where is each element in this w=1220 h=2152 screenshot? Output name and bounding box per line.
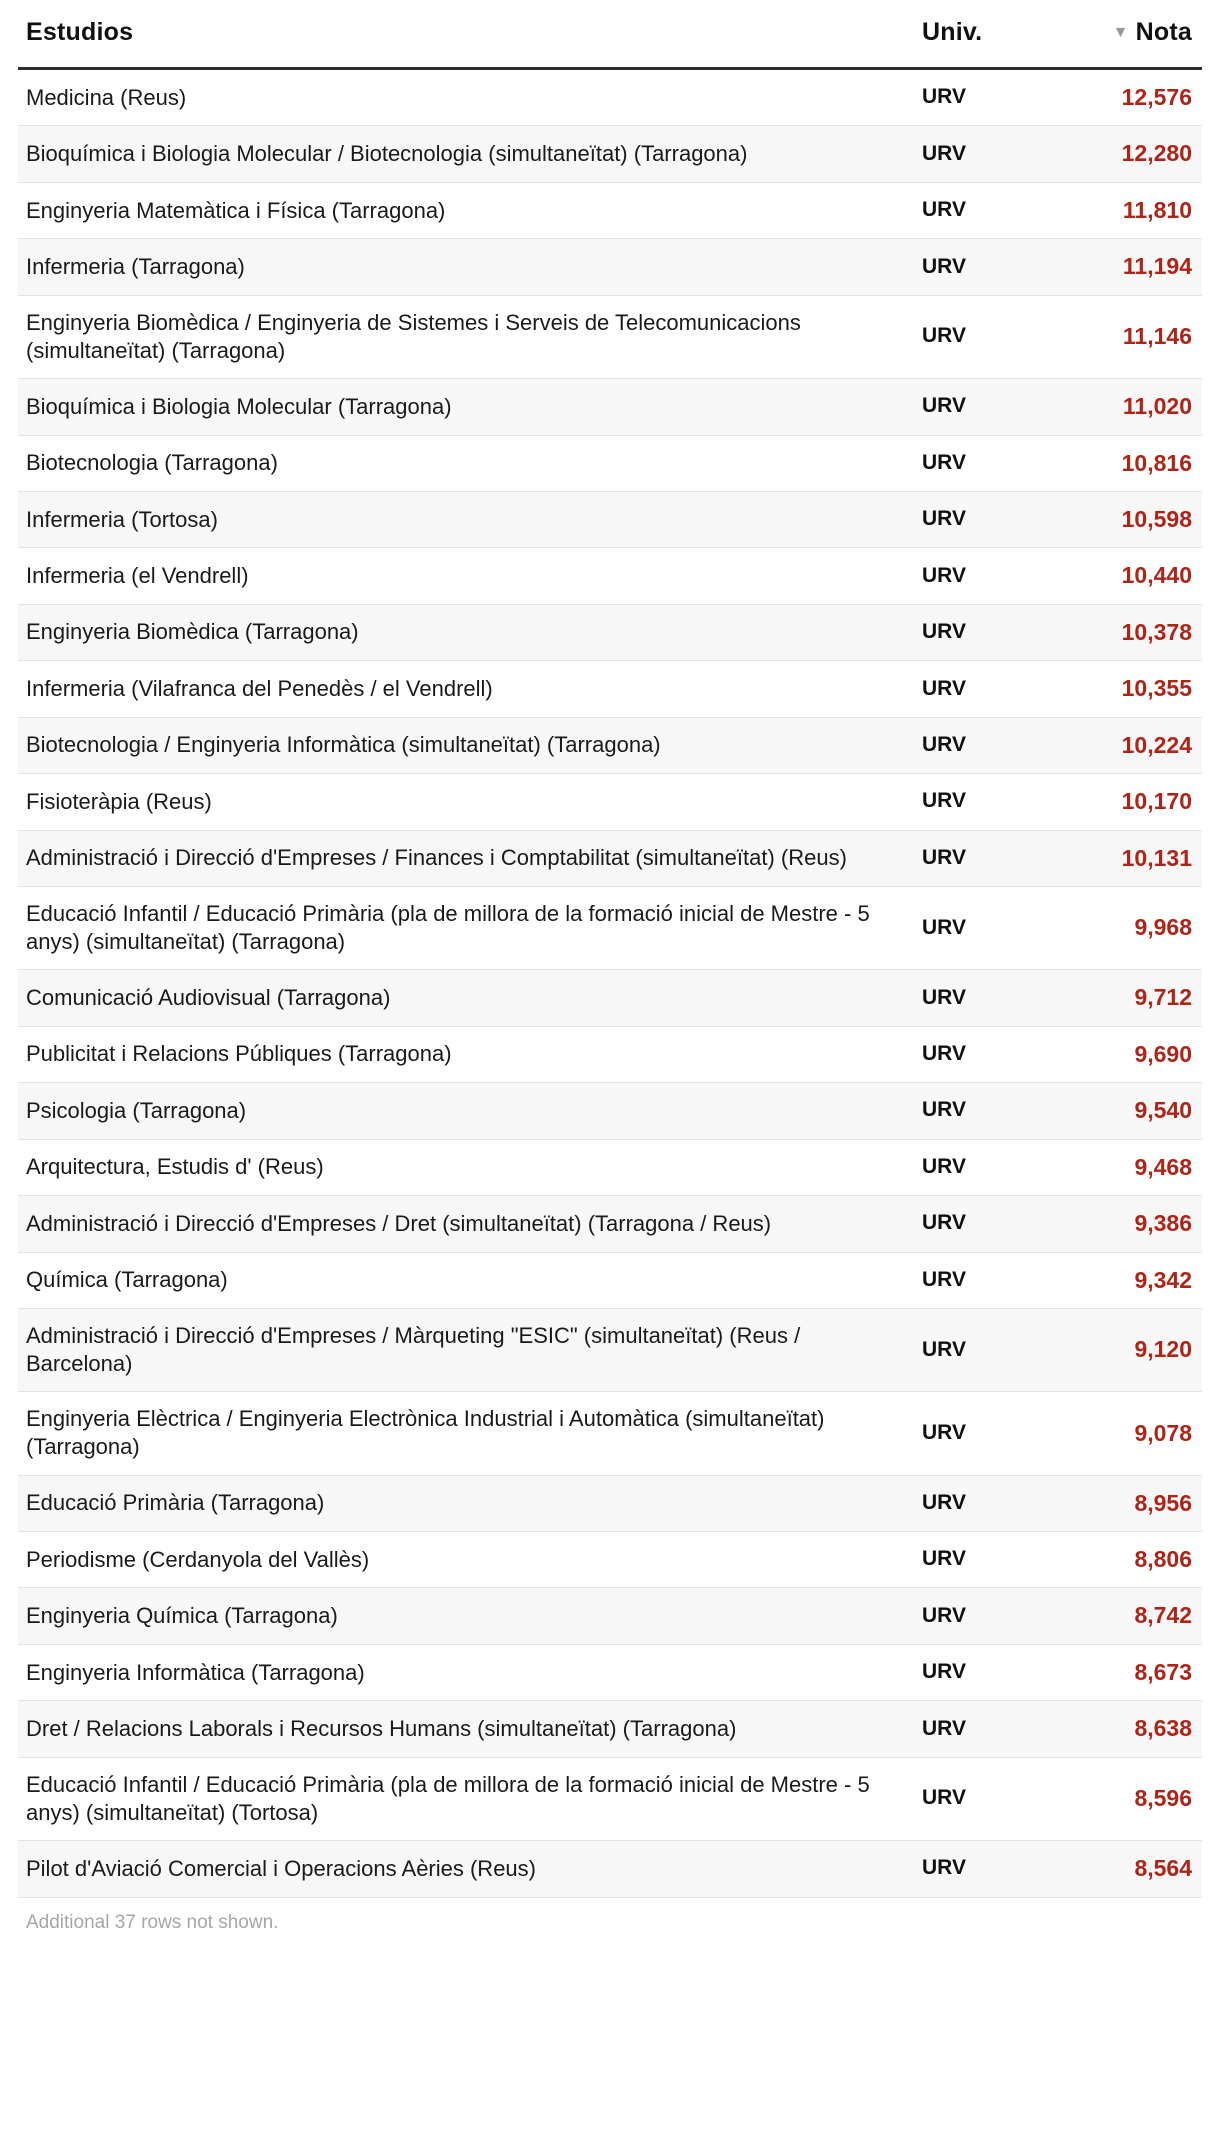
cell-estudios: Administració i Direcció d'Empreses / Finances i Comptabilitat (simultaneïtat) (Reus) (18, 830, 918, 886)
cell-nota: 9,342 (1068, 1252, 1202, 1308)
table-row[interactable] (18, 69, 1202, 126)
cell-univ: URV (918, 1139, 1068, 1195)
table-row[interactable] (18, 295, 1202, 378)
table-row[interactable] (18, 1083, 1202, 1139)
cell-nota: 10,355 (1068, 661, 1202, 717)
column-header-estudios[interactable]: Estudios (18, 0, 918, 69)
table-footer-note: Additional 37 rows not shown. (26, 1911, 279, 1933)
cell-nota: 10,224 (1068, 717, 1202, 773)
cell-estudios: Pilot d'Aviació Comercial i Operacions Aèries (Reus) (18, 1841, 918, 1897)
cell-estudios: Bioquímica i Biologia Molecular / Biotecnologia (simultaneïtat) (Tarragona) (18, 126, 918, 182)
cell-univ: URV (918, 1757, 1068, 1840)
cell-univ: URV (918, 1841, 1068, 1897)
cell-univ: URV (918, 1308, 1068, 1391)
cell-estudios: Biotecnologia / Enginyeria Informàtica (simultaneïtat) (Tarragona) (18, 717, 918, 773)
table-row[interactable] (18, 126, 1202, 182)
cell-estudios: Biotecnologia (Tarragona) (18, 435, 918, 491)
cell-estudios: Administració i Direcció d'Empreses / Dret (simultaneïtat) (Tarragona / Reus) (18, 1196, 918, 1252)
table-header (18, 0, 1202, 69)
cell-nota: 10,170 (1068, 774, 1202, 830)
cell-nota: 11,810 (1068, 182, 1202, 238)
cell-nota: 9,386 (1068, 1196, 1202, 1252)
cell-univ: URV (918, 1475, 1068, 1531)
cell-univ: URV (918, 1644, 1068, 1700)
cell-nota: 10,378 (1068, 604, 1202, 660)
cell-univ: URV (918, 1083, 1068, 1139)
cell-univ: URV (918, 182, 1068, 238)
column-header-nota-label: Nota (1135, 18, 1192, 46)
cell-univ: URV (918, 295, 1068, 378)
cell-estudios: Dret / Relacions Laborals i Recursos Humans (simultaneïtat) (Tarragona) (18, 1701, 918, 1757)
cell-univ: URV (918, 1196, 1068, 1252)
cell-univ: URV (918, 1588, 1068, 1644)
cell-nota: 11,194 (1068, 239, 1202, 295)
table-row[interactable] (18, 379, 1202, 435)
cell-univ: URV (918, 239, 1068, 295)
cell-nota: 9,078 (1068, 1392, 1202, 1475)
cell-univ: URV (918, 604, 1068, 660)
cell-estudios: Infermeria (el Vendrell) (18, 548, 918, 604)
cell-estudios: Educació Infantil / Educació Primària (pla de millora de la formació inicial de Mestre - 5 anys) (simultaneïtat) (Tarragona) (18, 887, 918, 970)
table-row[interactable] (18, 1644, 1202, 1700)
cell-nota: 11,020 (1068, 379, 1202, 435)
column-header-nota[interactable] (1068, 0, 1202, 69)
cell-nota: 12,280 (1068, 126, 1202, 182)
table-row[interactable] (18, 1308, 1202, 1391)
header-row (18, 0, 1202, 69)
cell-estudios: Infermeria (Tarragona) (18, 239, 918, 295)
table-row[interactable] (18, 887, 1202, 970)
cell-nota: 11,146 (1068, 295, 1202, 378)
column-header-univ[interactable]: Univ. (918, 0, 1068, 69)
table-row[interactable] (18, 1252, 1202, 1308)
table-row[interactable] (18, 1588, 1202, 1644)
cell-univ: URV (918, 970, 1068, 1026)
table-row[interactable] (18, 661, 1202, 717)
cell-nota: 8,673 (1068, 1644, 1202, 1700)
cell-estudios: Infermeria (Tortosa) (18, 491, 918, 547)
cell-univ: URV (918, 126, 1068, 182)
table-body (18, 69, 1202, 1898)
cell-nota: 10,131 (1068, 830, 1202, 886)
cell-univ: URV (918, 491, 1068, 547)
table-row[interactable] (18, 1841, 1202, 1897)
cell-estudios: Enginyeria Química (Tarragona) (18, 1588, 918, 1644)
cell-nota: 12,576 (1068, 69, 1202, 126)
cell-nota: 9,690 (1068, 1026, 1202, 1082)
cell-estudios: Medicina (Reus) (18, 69, 918, 126)
cell-estudios: Enginyeria Biomèdica (Tarragona) (18, 604, 918, 660)
table-row[interactable] (18, 239, 1202, 295)
cell-nota: 8,956 (1068, 1475, 1202, 1531)
table-row[interactable] (18, 1757, 1202, 1840)
cell-univ: URV (918, 1532, 1068, 1588)
cell-nota: 8,638 (1068, 1701, 1202, 1757)
cell-univ: URV (918, 887, 1068, 970)
cell-univ: URV (918, 1392, 1068, 1475)
table-row[interactable] (18, 774, 1202, 830)
table-row[interactable] (18, 970, 1202, 1026)
cell-nota: 9,968 (1068, 887, 1202, 970)
table-row[interactable] (18, 717, 1202, 773)
table-row[interactable] (18, 1392, 1202, 1475)
cell-estudios: Publicitat i Relacions Públiques (Tarragona) (18, 1026, 918, 1082)
table-row[interactable] (18, 830, 1202, 886)
cell-estudios: Infermeria (Vilafranca del Penedès / el Vendrell) (18, 661, 918, 717)
cell-nota: 8,806 (1068, 1532, 1202, 1588)
cell-univ: URV (918, 830, 1068, 886)
cell-nota: 8,596 (1068, 1757, 1202, 1840)
table-row[interactable] (18, 1026, 1202, 1082)
cell-estudios: Enginyeria Elèctrica / Enginyeria Electrònica Industrial i Automàtica (simultaneïtat) (Tarragona) (18, 1392, 918, 1475)
cell-nota: 8,742 (1068, 1588, 1202, 1644)
cell-estudios: Psicologia (Tarragona) (18, 1083, 918, 1139)
cell-univ: URV (918, 379, 1068, 435)
table-row[interactable] (18, 435, 1202, 491)
cell-estudios: Arquitectura, Estudis d' (Reus) (18, 1139, 918, 1195)
table-row[interactable] (18, 182, 1202, 238)
cell-estudios: Enginyeria Informàtica (Tarragona) (18, 1644, 918, 1700)
table-row[interactable] (18, 1532, 1202, 1588)
cell-estudios: Enginyeria Biomèdica / Enginyeria de Sistemes i Serveis de Telecomunicacions (simultaneïtat) (Tarragona) (18, 295, 918, 378)
cell-estudios: Periodisme (Cerdanyola del Vallès) (18, 1532, 918, 1588)
cell-nota: 9,468 (1068, 1139, 1202, 1195)
cell-univ: URV (918, 69, 1068, 126)
cell-nota: 8,564 (1068, 1841, 1202, 1897)
cell-univ: URV (918, 435, 1068, 491)
cell-univ: URV (918, 1252, 1068, 1308)
cell-estudios: Comunicació Audiovisual (Tarragona) (18, 970, 918, 1026)
cell-univ: URV (918, 1026, 1068, 1082)
cell-nota: 10,598 (1068, 491, 1202, 547)
cell-nota: 10,816 (1068, 435, 1202, 491)
cell-nota: 9,540 (1068, 1083, 1202, 1139)
table-row[interactable] (18, 1196, 1202, 1252)
cell-univ: URV (918, 661, 1068, 717)
cell-univ: URV (918, 717, 1068, 773)
cell-univ: URV (918, 1701, 1068, 1757)
grades-table (18, 0, 1202, 1898)
cell-estudios: Química (Tarragona) (18, 1252, 918, 1308)
table-row[interactable] (18, 1701, 1202, 1757)
cell-nota: 10,440 (1068, 548, 1202, 604)
table-row[interactable] (18, 548, 1202, 604)
sort-descending-icon[interactable]: ▼ (1112, 24, 1129, 41)
table-row[interactable] (18, 604, 1202, 660)
cell-estudios: Administració i Direcció d'Empreses / Màrqueting "ESIC" (simultaneïtat) (Reus / Barcelona) (18, 1308, 918, 1391)
cell-estudios: Educació Primària (Tarragona) (18, 1475, 918, 1531)
cell-nota: 9,120 (1068, 1308, 1202, 1391)
cell-estudios: Enginyeria Matemàtica i Física (Tarragona) (18, 182, 918, 238)
table-row[interactable] (18, 1139, 1202, 1195)
cell-univ: URV (918, 774, 1068, 830)
cell-estudios: Bioquímica i Biologia Molecular (Tarragona) (18, 379, 918, 435)
cell-nota: 9,712 (1068, 970, 1202, 1026)
cell-estudios: Educació Infantil / Educació Primària (pla de millora de la formació inicial de Mestre - 5 anys) (simultaneïtat) (Tortosa) (18, 1757, 918, 1840)
cell-estudios: Fisioteràpia (Reus) (18, 774, 918, 830)
table-row[interactable] (18, 491, 1202, 547)
table-row[interactable] (18, 1475, 1202, 1531)
cell-univ: URV (918, 548, 1068, 604)
